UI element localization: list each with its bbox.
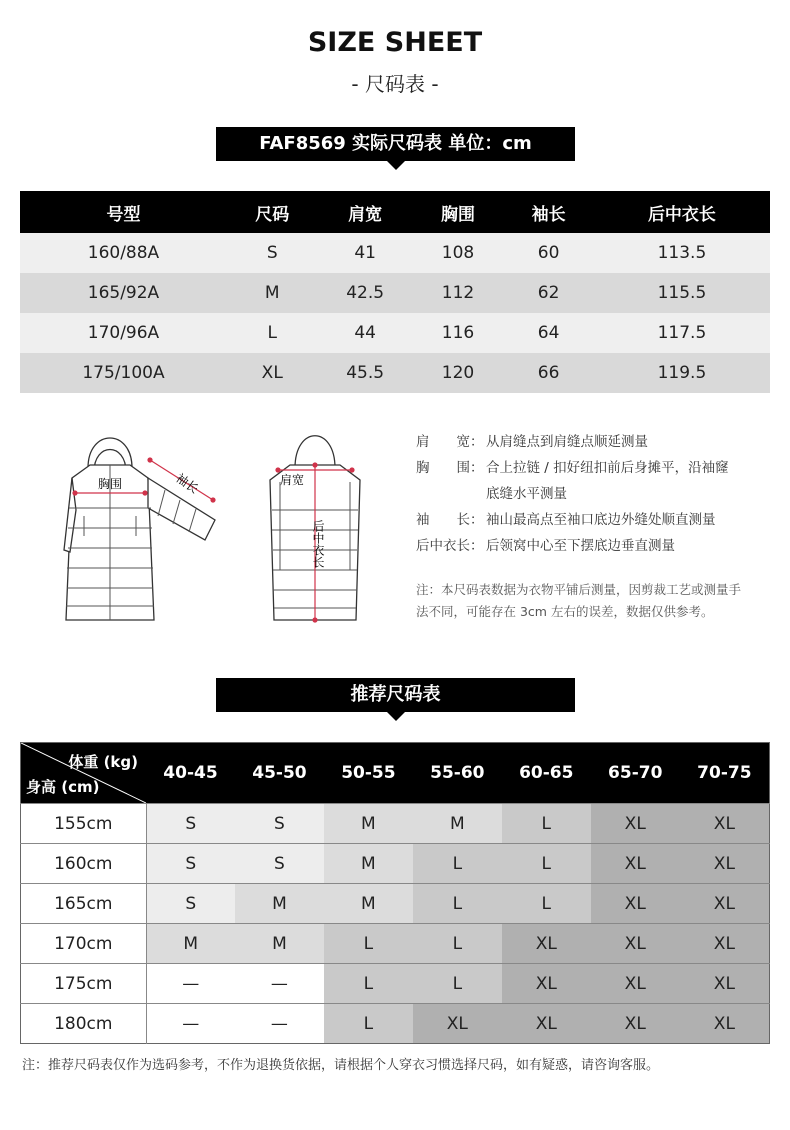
recommend-row (21, 924, 770, 964)
recommend-size-cell: L (413, 964, 502, 1004)
size-cell: 64 (503, 313, 594, 353)
recommend-size-cell: XL (680, 884, 770, 924)
size-col-header: 尺码 (227, 191, 318, 233)
recommend-table (20, 742, 770, 1044)
recommend-row (21, 844, 770, 884)
recommend-size-cell: — (146, 1004, 235, 1044)
recommend-size-cell: L (502, 804, 591, 844)
recommend-size-cell: M (324, 884, 413, 924)
height-row-header: 170cm (21, 924, 147, 964)
size-cell: 170/96A (20, 313, 227, 353)
recommend-size-cell: M (413, 804, 502, 844)
recommend-size-cell: XL (591, 964, 680, 1004)
weight-col-header: 65-70 (591, 743, 680, 804)
recommend-size-cell: L (324, 924, 413, 964)
size-cell: 113.5 (594, 233, 770, 273)
recommend-size-cell: XL (680, 924, 770, 964)
size-col-header: 胸围 (413, 191, 504, 233)
size-cell: 41 (318, 233, 413, 273)
back-coat-diagram (260, 420, 370, 630)
size-cell: 120 (413, 353, 504, 393)
size-cell: 165/92A (20, 273, 227, 313)
weight-col-header: 70-75 (680, 743, 770, 804)
recommend-size-cell: XL (591, 884, 680, 924)
size-cell: 112 (413, 273, 504, 313)
recommend-row (21, 1004, 770, 1044)
recommend-size-cell: — (235, 964, 324, 1004)
size-table-row (20, 353, 770, 393)
page-subtitle: - 尺码表 - (351, 72, 439, 96)
weight-axis-label: 体重 (kg) (68, 753, 138, 771)
recommend-row (21, 884, 770, 924)
size-table-row (20, 313, 770, 353)
size-cell: 117.5 (594, 313, 770, 353)
size-cell: M (227, 273, 318, 313)
recommend-size-cell: S (146, 884, 235, 924)
table-corner-cell (21, 743, 147, 804)
recommend-size-cell: XL (502, 964, 591, 1004)
recommend-size-cell: L (324, 964, 413, 1004)
size-cell: 116 (413, 313, 504, 353)
recommend-size-cell: L (413, 844, 502, 884)
recommend-size-cell: L (502, 884, 591, 924)
height-axis-label: 身高 (cm) (26, 778, 100, 796)
recommend-size-cell: L (324, 1004, 413, 1044)
height-row-header: 165cm (21, 884, 147, 924)
recommend-size-cell: XL (591, 1004, 680, 1044)
weight-col-header: 60-65 (502, 743, 591, 804)
weight-col-header: 55-60 (413, 743, 502, 804)
recommend-size-cell: XL (680, 964, 770, 1004)
size-col-header: 肩宽 (318, 191, 413, 233)
recommend-size-cell: XL (591, 924, 680, 964)
weight-col-header: 50-55 (324, 743, 413, 804)
desc-sleeve: 袖 长： 袖山最高点至袖口底边外缝处顺直测量 (416, 512, 716, 528)
height-row-header: 180cm (21, 1004, 147, 1044)
shoulder-label: 肩宽 (280, 473, 305, 487)
front-coat-diagram (50, 420, 240, 630)
footer-note: 注：推荐尺码表仅作为选码参考，不作为退换货依据，请根据个人穿衣习惯选择尺码，如有疑惑，请咨询客服。 (22, 1058, 660, 1073)
recommend-row (21, 964, 770, 1004)
desc-shoulder: 肩 宽： 从肩缝点到肩缝点顺延测量 (416, 434, 648, 450)
recommend-size-cell: M (324, 844, 413, 884)
recommend-size-cell: S (146, 844, 235, 884)
size-cell: 160/88A (20, 233, 227, 273)
desc-chest: 胸 围： 合上拉链 / 扣好纽扣前后身摊平，沿袖窿 (416, 460, 729, 476)
size-cell: 62 (503, 273, 594, 313)
desc-chest-cont: 底缝水平测量 (486, 486, 567, 502)
size-cell: S (227, 233, 318, 273)
recommend-size-cell: L (502, 844, 591, 884)
size-col-header: 号型 (20, 191, 227, 233)
size-table (20, 191, 770, 393)
page-title: SIZE SHEET (307, 27, 483, 58)
recommend-size-cell: XL (680, 1004, 770, 1044)
height-row-header: 160cm (21, 844, 147, 884)
size-cell: 60 (503, 233, 594, 273)
recommend-size-cell: XL (591, 804, 680, 844)
recommend-size-cell: S (235, 804, 324, 844)
recommend-size-cell: L (413, 884, 502, 924)
size-cell: 45.5 (318, 353, 413, 393)
recommend-size-cell: — (235, 1004, 324, 1044)
recommend-size-cell: XL (502, 924, 591, 964)
size-cell: 115.5 (594, 273, 770, 313)
recommend-size-cell: XL (591, 844, 680, 884)
recommend-size-cell: M (235, 884, 324, 924)
size-cell: XL (227, 353, 318, 393)
recommend-size-cell: M (324, 804, 413, 844)
recommend-size-cell: M (235, 924, 324, 964)
length-label: 后中衣长 (311, 520, 325, 568)
recommend-size-cell: XL (413, 1004, 502, 1044)
size-cell: 119.5 (594, 353, 770, 393)
desc-length: 后中衣长： 后领窝中心至下摆底边垂直测量 (416, 538, 675, 554)
size-cell: 175/100A (20, 353, 227, 393)
size-col-header: 后中衣长 (594, 191, 770, 233)
size-cell: 108 (413, 233, 504, 273)
sleeve-label: 袖长 (173, 470, 201, 497)
size-note: 注：本尺码表数据为衣物平铺后测量，因剪裁工艺或测量手 法不同，可能存在 3cm 左右的误差，数据仅供参考。 (416, 582, 742, 619)
size-table-row (20, 233, 770, 273)
size-cell: L (227, 313, 318, 353)
weight-col-header: 45-50 (235, 743, 324, 804)
size-table-banner: FAF8569 实际尺码表 单位：cm (216, 127, 575, 161)
recommend-size-cell: — (146, 964, 235, 1004)
recommend-size-cell: S (235, 844, 324, 884)
size-table-row (20, 273, 770, 313)
size-cell: 44 (318, 313, 413, 353)
rec-table-banner: 推荐尺码表 (216, 678, 575, 712)
size-col-header: 袖长 (503, 191, 594, 233)
recommend-size-cell: L (413, 924, 502, 964)
recommend-row (21, 804, 770, 844)
weight-col-header: 40-45 (146, 743, 235, 804)
recommend-table-header-row (21, 743, 770, 804)
recommend-size-cell: XL (680, 804, 770, 844)
height-row-header: 155cm (21, 804, 147, 844)
recommend-size-cell: XL (680, 844, 770, 884)
recommend-size-cell: M (146, 924, 235, 964)
size-cell: 66 (503, 353, 594, 393)
size-cell: 42.5 (318, 273, 413, 313)
chest-label: 胸围 (98, 477, 123, 491)
recommend-size-cell: XL (502, 1004, 591, 1044)
height-row-header: 175cm (21, 964, 147, 1004)
recommend-size-cell: S (146, 804, 235, 844)
size-table-header-row (20, 191, 770, 233)
